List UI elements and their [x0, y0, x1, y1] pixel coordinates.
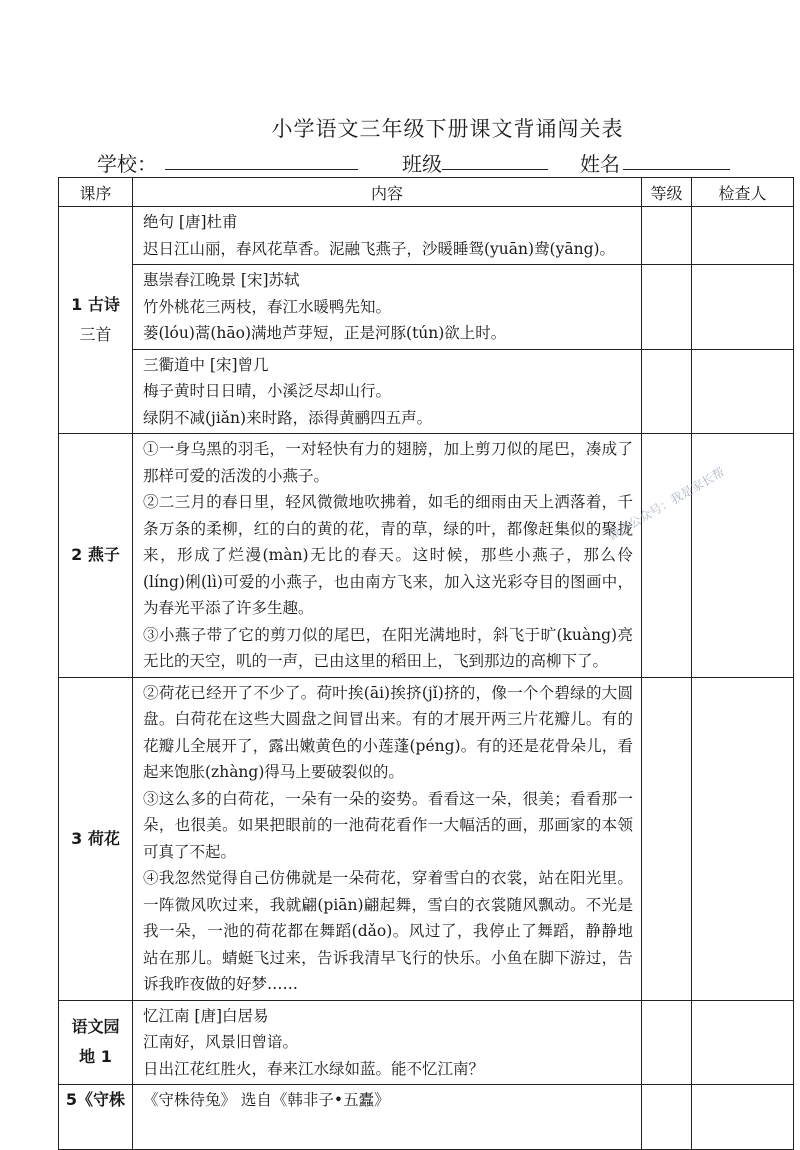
- paragraph: ②二三月的春日里，轻风微微地吹拂着，如毛的细雨由天上洒落着，千条万条的柔柳，红的白的黄的花，青的草，绿的叶，都像赶集似的聚拢来，形成了烂漫(màn)无比的春天。这时候，那些小燕子，那么伶(líng)俐(lì)可爱的小燕子，也由南方飞来，加入这光彩夺目的图画中，为春光平添了许多生趣。: [143, 493, 633, 617]
- lesson-label: 三首: [79, 325, 112, 344]
- poem-line: 梅子黄时日日晴，小溪泛尽却山行。: [143, 382, 392, 400]
- checker-cell[interactable]: [692, 207, 794, 265]
- poem-line: 竹外桃花三两枝，春江水暖鸭先知。: [143, 297, 392, 316]
- lesson-label: 1 古诗: [71, 295, 120, 314]
- content-cell: [133, 349, 642, 434]
- content-cell: [133, 265, 642, 350]
- lesson-cell: [59, 434, 133, 678]
- header-content: 内容: [133, 178, 642, 207]
- poem-line: 日出江花红胜火，春来江水绿如蓝。能不忆江南？: [143, 1059, 485, 1078]
- name-label: 姓名: [580, 152, 620, 176]
- checker-cell[interactable]: [692, 1000, 794, 1085]
- table-row: [59, 265, 794, 350]
- page-title: 小学语文三年级下册课文背诵闯关表: [271, 117, 624, 141]
- content-cell: [133, 207, 642, 265]
- lesson-label: 5《守株: [65, 1090, 126, 1109]
- grade-cell[interactable]: [642, 677, 692, 1000]
- checker-cell[interactable]: [692, 349, 794, 434]
- lesson-cell: [59, 1085, 133, 1150]
- table-row: [59, 207, 794, 265]
- content-cell: [133, 1000, 642, 1085]
- school-label: 学校：: [97, 152, 157, 176]
- header-lesson: 课序: [59, 178, 133, 207]
- paragraph: 《守株待兔》 选自《韩非子•五蠹》: [143, 1091, 390, 1109]
- grade-cell[interactable]: [642, 434, 692, 678]
- table-row: [59, 434, 794, 678]
- table-row: [59, 1085, 794, 1150]
- grade-cell[interactable]: [642, 349, 692, 434]
- poem-title: 忆江南 [唐]白居易: [143, 1006, 269, 1025]
- paragraph: ④我忽然觉得自己仿佛就是一朵荷花，穿着雪白的衣裳，站在阳光里。一阵微风吹过来，我就翩(piān)翩起舞，雪白的衣裳随风飘动。不光是我一朵，一池的荷花都在舞蹈(dǎo)。风过了，我停止了舞蹈，静静地站在那儿。蜻蜓飞过来，告诉我清早飞行的快乐。小鱼在脚下游过，告诉我昨夜做的好梦……: [143, 869, 633, 993]
- lesson-cell: [59, 677, 133, 1000]
- content-cell: [133, 434, 642, 678]
- table-row: [59, 677, 794, 1000]
- checker-cell[interactable]: [692, 677, 794, 1000]
- header-row: [59, 178, 794, 207]
- lesson-cell: [59, 1000, 133, 1085]
- poem-title: 惠崇春江晚景 [宋]苏轼: [143, 271, 300, 289]
- paragraph: ③小燕子带了它的剪刀似的尾巴，在阳光满地时，斜飞于旷(kuàng)亮无比的天空，叽的一声，已由这里的稻田上，飞到那边的高柳下了。: [143, 625, 633, 670]
- class-label: 班级: [402, 152, 442, 176]
- name-field[interactable]: [623, 169, 730, 170]
- content-cell: [133, 1085, 642, 1150]
- lesson-label: 语文园: [71, 1017, 120, 1037]
- poem-line: 迟日江山丽，春风花草香。泥融飞燕子，沙暖睡鸳(yuān)鸯(yāng)。: [143, 239, 616, 258]
- poem-line: 绿阴不减(jiǎn)来时路，添得黄鹂四五声。: [143, 408, 433, 427]
- grade-cell[interactable]: [642, 265, 692, 350]
- watermark: 微信公众号：我是家长帮: [605, 464, 727, 543]
- paragraph: ①一身乌黑的羽毛，一对轻快有力的翅膀，加上剪刀似的尾巴，凑成了那样可爱的活泼的小燕子。: [143, 440, 633, 485]
- grade-cell[interactable]: [642, 1085, 692, 1150]
- grade-cell[interactable]: [642, 1000, 692, 1085]
- table-row: [59, 1000, 794, 1085]
- paragraph: ③这么多的白荷花，一朵有一朵的姿势。看看这一朵，很美；看看那一朵，也很美。如果把眼前的一池荷花看作一大幅活的画，那画家的本领可真了不起。: [143, 789, 633, 861]
- poem-title: 三衢道中 [宋]曾几: [143, 355, 269, 374]
- checker-cell[interactable]: [692, 1085, 794, 1150]
- checker-cell[interactable]: [692, 265, 794, 350]
- content-cell: [133, 677, 642, 1000]
- lesson-label: 地 1: [79, 1047, 112, 1067]
- lesson-cell: [59, 207, 133, 434]
- header-grade: 等级: [642, 178, 692, 207]
- recitation-table: [58, 177, 794, 1150]
- school-field[interactable]: [165, 169, 358, 170]
- paragraph: ②荷花已经开了不少了。荷叶挨(āi)挨挤(jǐ)挤的，像一个个碧绿的大圆盘。白荷花在这些大圆盘之间冒出来。有的才展开两三片花瓣儿。有的花瓣儿全展开了，露出嫩黄色的小莲蓬(péng)。有的还是花骨朵儿，看起来饱胀(zhàng)得马上要破裂似的。: [143, 683, 633, 781]
- table-row: [59, 349, 794, 434]
- header-checker: 检查人: [692, 178, 794, 207]
- poem-line: 江南好，风景旧曾谙。: [143, 1033, 299, 1051]
- grade-cell[interactable]: [642, 207, 692, 265]
- class-field[interactable]: [442, 169, 548, 170]
- lesson-label: 3 荷花: [71, 828, 120, 848]
- lesson-label: 2 燕子: [71, 545, 120, 565]
- poem-title: 绝句 [唐]杜甫: [143, 213, 238, 231]
- poem-line: 蒌(lóu)蒿(hāo)满地芦芽短，正是河豚(tún)欲上时。: [143, 324, 507, 342]
